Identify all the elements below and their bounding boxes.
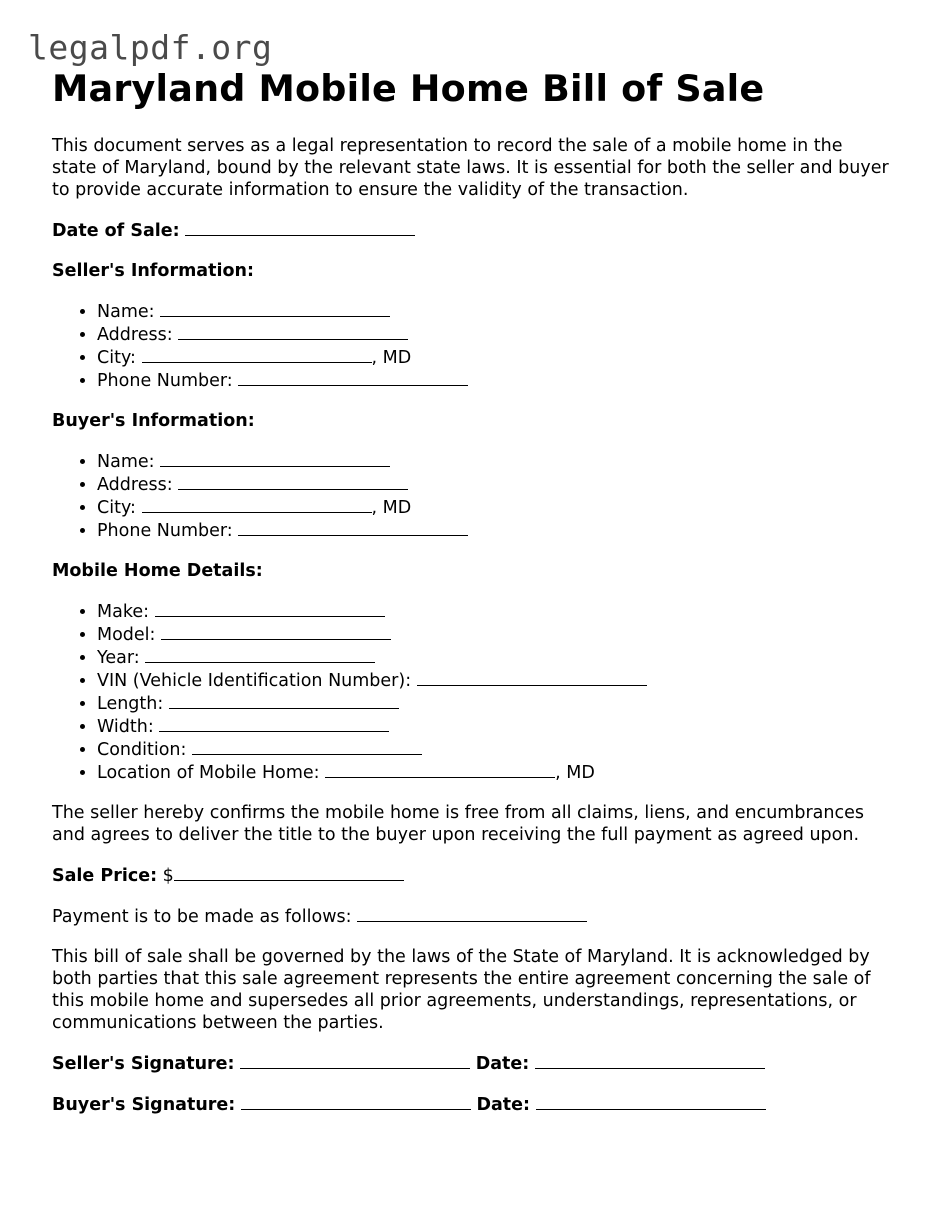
length-blank[interactable] — [169, 692, 399, 709]
claims-paragraph: The seller hereby confirms the mobile home is free from all claims, liens, and encumbrances and agrees to deliver the title to the buyer upon receiving the full payment as agreed upon. — [52, 803, 864, 845]
vin-label: VIN (Vehicle Identification Number): — [97, 671, 412, 691]
payment-terms-field — [52, 905, 892, 928]
buyer-city-blank[interactable] — [142, 496, 372, 513]
mobile-home-details-heading: Mobile Home Details: — [52, 561, 263, 581]
buyer-name-blank[interactable] — [160, 450, 390, 467]
document-page — [52, 66, 892, 1116]
list-item — [97, 669, 892, 692]
condition-blank[interactable] — [192, 738, 422, 755]
location-state: , MD — [555, 763, 595, 783]
seller-date-label: Date: — [475, 1054, 530, 1074]
sale-price-label: Sale Price: — [52, 866, 158, 886]
buyer-name-label: Name: — [97, 452, 155, 472]
date-of-sale-field — [52, 219, 892, 242]
list-item — [97, 623, 892, 646]
year-blank[interactable] — [145, 646, 375, 663]
seller-address-blank[interactable] — [178, 323, 408, 340]
year-label: Year: — [97, 648, 140, 668]
list-item — [97, 600, 892, 623]
seller-signature-label: Seller's Signature: — [52, 1054, 235, 1074]
list-item — [97, 738, 892, 761]
seller-phone-label: Phone Number: — [97, 371, 233, 391]
mobile-home-details-list — [52, 600, 892, 784]
make-blank[interactable] — [155, 600, 385, 617]
seller-address-label: Address: — [97, 325, 173, 345]
buyer-address-label: Address: — [97, 475, 173, 495]
seller-info-heading: Seller's Information: — [52, 261, 254, 281]
seller-city-label: City: — [97, 348, 136, 368]
seller-signature-blank[interactable] — [240, 1052, 470, 1069]
buyer-signature-line — [52, 1093, 892, 1116]
list-item — [97, 692, 892, 715]
buyer-date-label: Date: — [476, 1095, 531, 1115]
buyer-signature-blank[interactable] — [241, 1093, 471, 1110]
list-item — [97, 346, 892, 369]
governing-law-paragraph: This bill of sale shall be governed by the laws of the State of Maryland. It is acknowledged by both parties that this sale agreement represents the entire agreement concerning the sale of this mobile home and supersedes all prior agreements, understandings, representations, or communications between the parties. — [52, 947, 871, 1033]
list-item — [97, 519, 892, 542]
seller-signature-line — [52, 1052, 892, 1075]
width-label: Width: — [97, 717, 154, 737]
list-item — [97, 450, 892, 473]
buyer-address-blank[interactable] — [178, 473, 408, 490]
make-label: Make: — [97, 602, 149, 622]
buyer-signature-label: Buyer's Signature: — [52, 1095, 236, 1115]
intro-paragraph: This document serves as a legal representation to record the sale of a mobile home in the state of Maryland, bound by the relevant state laws. It is essential for both the seller and buyer to provide accurate information to ensure the validity of the transaction. — [52, 136, 889, 200]
sale-price-field — [52, 864, 892, 887]
vin-blank[interactable] — [417, 669, 647, 686]
payment-terms-label: Payment is to be made as follows: — [52, 907, 352, 927]
model-label: Model: — [97, 625, 156, 645]
buyer-city-label: City: — [97, 498, 136, 518]
length-label: Length: — [97, 694, 164, 714]
width-blank[interactable] — [159, 715, 389, 732]
seller-city-state: , MD — [371, 348, 412, 368]
buyer-date-blank[interactable] — [536, 1093, 766, 1110]
condition-label: Condition: — [97, 740, 187, 760]
date-of-sale-blank[interactable] — [185, 219, 415, 236]
buyer-phone-label: Phone Number: — [97, 521, 233, 541]
seller-name-label: Name: — [97, 302, 155, 322]
document-title: Maryland Mobile Home Bill of Sale — [52, 67, 765, 110]
buyer-info-list — [52, 450, 892, 542]
buyer-info-heading: Buyer's Information: — [52, 411, 255, 431]
list-item — [97, 323, 892, 346]
buyer-phone-blank[interactable] — [238, 519, 468, 536]
list-item — [97, 300, 892, 323]
location-blank[interactable] — [325, 761, 555, 778]
location-label: Location of Mobile Home: — [97, 763, 320, 783]
seller-info-list — [52, 300, 892, 392]
date-of-sale-label: Date of Sale: — [52, 221, 180, 241]
buyer-city-state: , MD — [371, 498, 412, 518]
seller-city-blank[interactable] — [142, 346, 372, 363]
watermark-text: legalpdf.org — [28, 28, 273, 67]
seller-name-blank[interactable] — [160, 300, 390, 317]
sale-price-blank[interactable] — [174, 864, 404, 881]
list-item — [97, 473, 892, 496]
seller-phone-blank[interactable] — [238, 369, 468, 386]
list-item — [97, 715, 892, 738]
seller-date-blank[interactable] — [535, 1052, 765, 1069]
model-blank[interactable] — [161, 623, 391, 640]
list-item — [97, 646, 892, 669]
payment-terms-blank[interactable] — [357, 905, 587, 922]
list-item — [97, 369, 892, 392]
list-item — [97, 496, 892, 519]
list-item — [97, 761, 892, 784]
currency-symbol: $ — [162, 866, 174, 886]
